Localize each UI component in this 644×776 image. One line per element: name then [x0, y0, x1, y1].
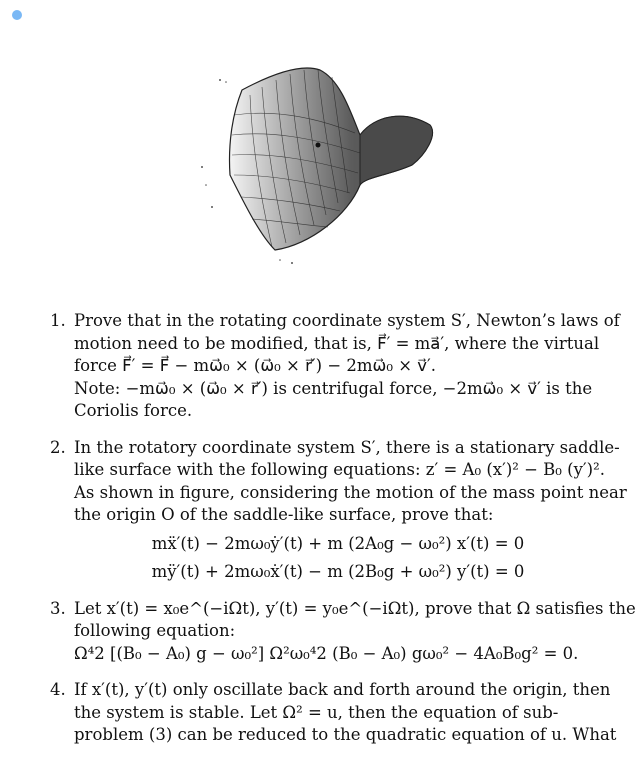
problem-line: As shown in figure, considering the motion of the mass point near — [74, 482, 627, 502]
problem-line: like surface with the following equations: z′ = A₀ (x′)² − B₀ (y′)². — [74, 460, 605, 479]
problem-line: the origin O of the saddle-like surface, prove that: — [74, 505, 494, 524]
problem-line: In the rotatory coordinate system S′, there is a stationary saddle- — [74, 437, 620, 457]
problem-line: Coriolis force. — [74, 401, 193, 420]
problem-line: Ω⁴2 [(B₀ − A₀) g − ω₀²] Ω²ω₀⁴2 (B₀ − A₀) gω₀² − 4A₀B₀g² = 0. — [74, 643, 579, 663]
problem-line: Prove that in the rotating coordinate system S′, Newton’s laws of — [74, 311, 620, 330]
problem-2 — [42, 437, 627, 584]
problem-line: Note: −mω⃗₀ × (ω⃗₀ × r⃗′) is centrifugal force, −2mω⃗₀ × v⃗′ is the — [74, 378, 593, 398]
problem-number: 1. — [50, 311, 66, 330]
saddle-surface-figure — [190, 55, 450, 275]
problem-line: following equation: — [74, 621, 236, 640]
problem-number: 2. — [50, 437, 66, 457]
problem-line: the system is stable. Let Ω² = u, then the equation of sub- — [74, 702, 559, 722]
problem-line: Let x′(t) = x₀e^(−iΩt), y′(t) = y₀e^(−iΩt), prove that Ω satisfies the — [74, 598, 636, 618]
problem-3 — [42, 598, 636, 666]
problem-line: problem (3) can be reduced to the quadratic equation of u. What — [74, 725, 617, 744]
problem-line: motion need to be modified, that is, F⃗′ = ma⃗′, where the virtual — [74, 333, 600, 353]
problem-list — [42, 310, 636, 761]
problem-line: force F⃗′ = F⃗ − mω⃗₀ × (ω⃗₀ × r⃗′) − 2mω⃗₀ × v⃗′. — [74, 356, 437, 375]
problem-line: If x′(t), y′(t) only oscillate back and forth around the origin, then — [74, 680, 611, 699]
problem-1 — [42, 310, 620, 423]
blue-dot-marker — [12, 10, 22, 20]
problem-number: 4. — [50, 680, 66, 699]
equation-of-motion-y: mÿ′(t) + 2mω₀ẋ′(t) − m (2B₀g + ω₀²) y′(t) = 0 — [151, 562, 525, 581]
equation-of-motion-x: mẍ′(t) − 2mω₀ẏ′(t) + m (2A₀g − ω₀²) x′(t) = 0 — [151, 533, 525, 553]
problem-4 — [42, 679, 617, 747]
problem-number: 3. — [50, 598, 66, 618]
